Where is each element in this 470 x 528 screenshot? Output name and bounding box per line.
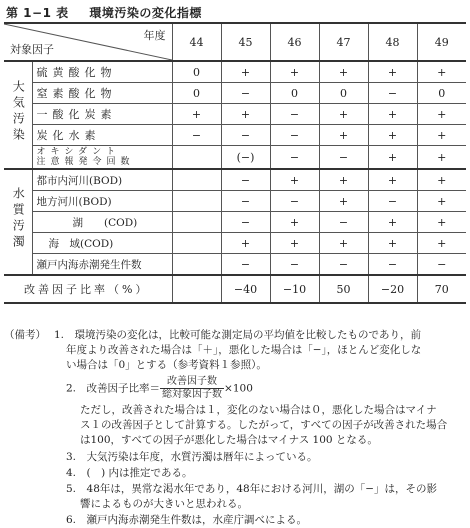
value-cell: +	[368, 233, 417, 254]
table-row	[4, 212, 466, 233]
category-label: 大気汚染	[11, 80, 26, 144]
value-cell: +	[319, 191, 368, 212]
table-name: 環境汚染の変化指標	[89, 6, 202, 20]
value-cell: +	[368, 61, 417, 83]
value-cell: +	[417, 125, 466, 146]
value-cell: +	[319, 104, 368, 125]
year-label: 年度	[143, 29, 166, 42]
note-2-formula	[66, 376, 253, 401]
table-row	[4, 191, 466, 212]
table-row	[4, 254, 466, 276]
change-indicator-table	[4, 22, 466, 304]
item-label-top: オキシダント	[36, 147, 121, 157]
value-cell: −	[368, 83, 417, 104]
value-cell: +	[221, 61, 270, 83]
value-cell: −	[368, 191, 417, 212]
value-cell: +	[172, 104, 221, 125]
value-cell: +	[368, 212, 417, 233]
value-cell: +	[368, 169, 417, 191]
table-row	[4, 83, 466, 104]
improvement-row	[4, 275, 466, 303]
value-cell	[172, 275, 221, 303]
header-row	[4, 23, 466, 61]
table-row	[4, 233, 466, 254]
year-header: 45	[221, 23, 270, 61]
note-1-line-3: い場合は「0」とする（参考資料１参照）。	[66, 359, 267, 371]
note-1-line-2: 年度より改善された場合は「＋」，悪化した場合は「−」，ほとんど変化しな	[66, 344, 422, 356]
value-cell: 0	[270, 83, 319, 104]
note-6: 6. 瀬戸内海赤潮発生件数は，水産庁調べによる。	[66, 514, 308, 526]
formula-denominator: 総対象因子数	[162, 389, 223, 400]
value-cell: −	[270, 191, 319, 212]
year-header: 49	[417, 23, 466, 61]
note-2-line-4: は100，すべての因子が悪化した場合はマイナス 100 となる。	[80, 434, 378, 446]
item-label: 窒素酸化物	[32, 83, 172, 104]
note-2-lead: 2. 改善因子比率＝	[66, 382, 161, 395]
value-cell: −	[221, 169, 270, 191]
value-cell: −	[368, 254, 417, 276]
notes-prefix: （備考）	[4, 329, 46, 341]
value-cell: 50	[319, 275, 368, 303]
value-cell	[172, 254, 221, 276]
note-2-tail: ×100	[224, 382, 253, 395]
value-cell: −	[319, 146, 368, 170]
value-cell: −	[221, 191, 270, 212]
value-cell: +	[270, 169, 319, 191]
value-cell	[172, 169, 221, 191]
value-cell: −	[221, 125, 270, 146]
item-label: 都市内河川(BOD)	[32, 169, 172, 191]
category-label: 水質汚濁	[11, 187, 26, 251]
value-cell: 0	[172, 83, 221, 104]
improvement-label: 改善因子比率（%）	[4, 275, 172, 303]
year-header: 48	[368, 23, 417, 61]
table-title	[6, 4, 202, 21]
item-label: 地方河川(BOD)	[32, 191, 172, 212]
category-water	[4, 169, 32, 275]
value-cell: +	[319, 125, 368, 146]
value-cell: +	[417, 146, 466, 170]
value-cell	[172, 191, 221, 212]
value-cell: 0	[417, 83, 466, 104]
value-cell: +	[417, 104, 466, 125]
note-2-line-3: ス１の改善因子として計算する。したがって，すべての因子が改善された場合	[80, 419, 448, 431]
value-cell: 0	[172, 61, 221, 83]
value-cell: −	[221, 212, 270, 233]
value-cell: +	[221, 233, 270, 254]
value-cell: (−)	[221, 146, 270, 170]
year-header: 44	[172, 23, 221, 61]
table-row	[4, 125, 466, 146]
note-5-line-1: 5. 48年は，異常な渇水年であり，48年における河川，湖の「−」は，その影	[66, 483, 438, 495]
value-cell: +	[417, 233, 466, 254]
value-cell: +	[270, 233, 319, 254]
item-label: 一酸化炭素	[32, 104, 172, 125]
value-cell: −20	[368, 275, 417, 303]
item-label: 炭化水素	[32, 125, 172, 146]
table-row	[4, 169, 466, 191]
note-5-line-2: 響によるものが大きいと思われる。	[80, 498, 248, 510]
value-cell: 0	[319, 83, 368, 104]
value-cell: +	[368, 104, 417, 125]
value-cell: −	[270, 104, 319, 125]
value-cell: −	[221, 254, 270, 276]
table-row	[4, 61, 466, 83]
header-diagonal-cell	[4, 23, 172, 61]
value-cell: +	[270, 61, 319, 83]
value-cell: −	[172, 125, 221, 146]
year-header: 46	[270, 23, 319, 61]
value-cell: −	[417, 254, 466, 276]
value-cell: +	[417, 191, 466, 212]
value-cell	[172, 212, 221, 233]
value-cell: +	[319, 233, 368, 254]
value-cell: −	[270, 146, 319, 170]
value-cell: +	[417, 169, 466, 191]
value-cell: −	[270, 254, 319, 276]
table-row	[4, 146, 466, 170]
table-number: 第 1−1 表	[6, 6, 69, 20]
value-cell: −	[319, 212, 368, 233]
value-cell: −10	[270, 275, 319, 303]
value-cell: +	[417, 212, 466, 233]
value-cell: +	[319, 61, 368, 83]
formula-fraction	[160, 376, 224, 401]
note-2-line-2: ただし，改善された場合は１，変化のない場合は０，悪化した場合はマイナ	[80, 404, 437, 416]
value-cell: +	[417, 61, 466, 83]
value-cell: −40	[221, 275, 270, 303]
value-cell: +	[368, 146, 417, 170]
target-label: 対象因子	[10, 43, 54, 56]
value-cell	[172, 233, 221, 254]
note-1-line-1: 1. 環境汚染の変化は，比較可能な測定局の平均値を比較したものであり，前	[54, 329, 422, 341]
category-air	[4, 61, 32, 169]
value-cell: −	[221, 83, 270, 104]
value-cell: +	[368, 125, 417, 146]
note-3: 3. 大気汚染は年度，水質汚濁は暦年によっている。	[66, 451, 318, 463]
table-row	[4, 104, 466, 125]
formula-numerator: 改善因子数	[160, 376, 224, 389]
value-cell: +	[221, 104, 270, 125]
item-label: 海 域(COD)	[32, 233, 172, 254]
value-cell	[172, 146, 221, 170]
item-label: 瀬戸内海赤潮発生件数	[32, 254, 172, 276]
value-cell: −	[270, 125, 319, 146]
value-cell: −	[319, 254, 368, 276]
item-label: 硫黄酸化物	[32, 61, 172, 83]
note-4: 4. ( ) 内は推定である。	[66, 467, 193, 479]
item-label-bottom: 注意報発令回数	[36, 157, 135, 167]
value-cell: +	[270, 212, 319, 233]
value-cell: +	[319, 169, 368, 191]
item-label: 湖 (COD)	[32, 212, 172, 233]
year-header: 47	[319, 23, 368, 61]
value-cell: 70	[417, 275, 466, 303]
item-label-oxidant	[32, 146, 172, 170]
